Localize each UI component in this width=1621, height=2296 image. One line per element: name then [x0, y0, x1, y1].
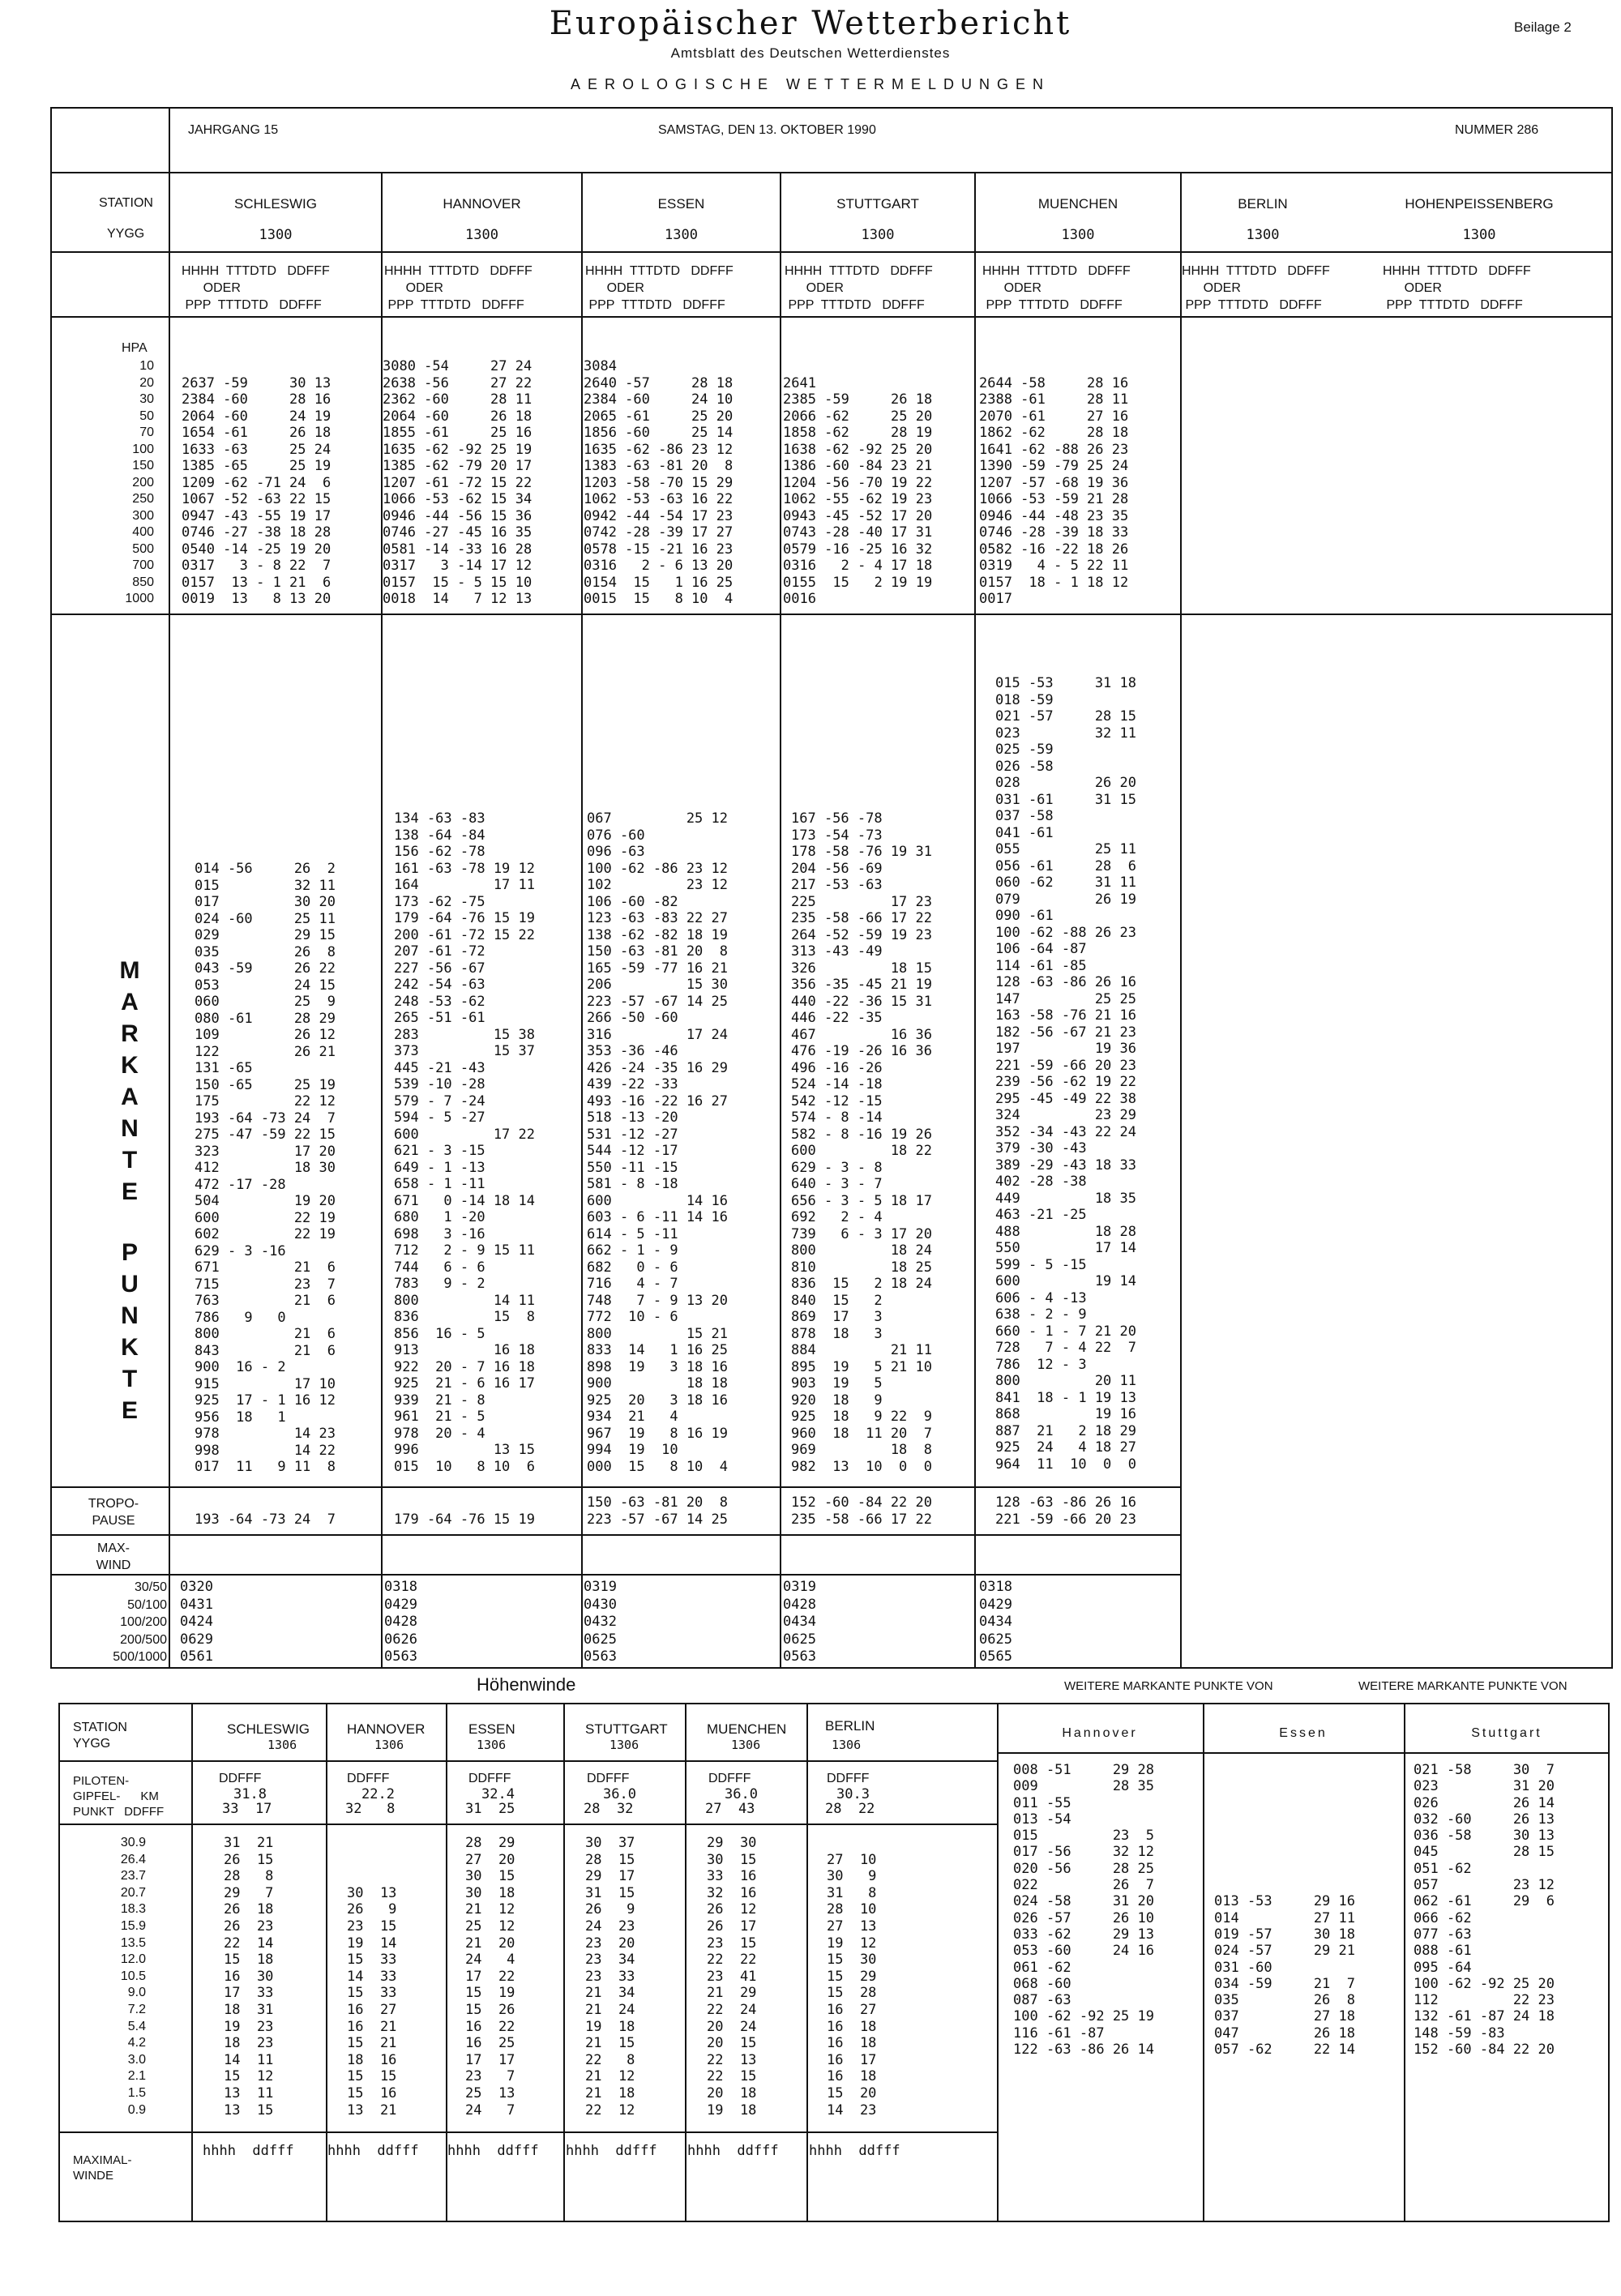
hw-station-name: ESSEN	[468, 1721, 515, 1737]
hpa-data-muenchen: 2644 -58 28 16 2388 -61 28 11 2070 -61 27 16 1862 -62 28 18 1641 -62 -88 26 23 1390 -59 -79 25 24 1207 -57 -68 19 36 1066 -53 -59 21 28 0946 -44 -48 23 35 0746 -28 -39 18 33 0582 -16 -22 18 26 0319 4 - 5 22 11 0157 18 - 1 18 12 0017	[979, 374, 1129, 607]
hw-station-label: STATION YYGG	[73, 1721, 127, 1751]
hw-winds: 27 10 30 9 31 8 28 10 27 13 19 12 15 30 15 29 15 28 16 27 16 18 16 18 16 17 16 18 15 20 14 23	[827, 1851, 877, 2119]
hw-winds: 30 13 26 9 23 15 19 14 15 33 14 33 15 33 16 27 16 21 15 21 18 16 15 15 15 16 13 21	[347, 1884, 397, 2119]
station-time-schleswig: 1300	[259, 227, 293, 243]
hw-maxwinde-head: hhhh ddfff	[566, 2143, 657, 2159]
hw-station-time: 1306	[609, 1738, 639, 1752]
markante-schleswig: 014 -56 26 2 015 32 11 017 30 20 024 -60 25 11 029 29 15 035 26 8 043 -59 26 22 053 24 15 060 25 9 080 -61 28 29 109 26 12 122 26 21 131 -65 150 -65 25 19 175 22 12 193 -64 -73 24 7 275 -47 -59 22 15 323 17 20 412 18 30 472 -17 -28 504 19 20 600 22 19 602 22 19 629 - 3 -16 671 21 6 715 23 7 763 21 6 786 9 0 800 21 6 843 21 6 900 16 - 2 915 17 10 925 17 - 1 16 12 956 18 1 978 14 23 998 14 22 017 11 9 11 8	[195, 861, 336, 1475]
station-time-hannover: 1300	[465, 227, 498, 243]
col-head: HHHH TTTDTD DDFFF ODER PPP TTTDTD DDFFF	[585, 264, 734, 312]
hw-head: DDFFF	[708, 1772, 751, 1785]
hw-station-time: 1306	[731, 1738, 761, 1752]
col-head: HHHH TTTDTD DDFFF ODER PPP TTTDTD DDFFF	[182, 264, 330, 312]
hw-maxwinde-head: hhhh ddfff	[809, 2143, 900, 2159]
hw-km: 30.3	[836, 1786, 870, 1802]
col-head: HHHH TTTDTD DDFFF ODER PPP TTTDTD DDFFF	[1383, 264, 1531, 312]
station-name-stuttgart: STUTTGART	[836, 196, 919, 212]
section-title: AEROLOGISCHE WETTERMELDUNGEN	[570, 76, 1051, 92]
station-time-berlin: 1300	[1246, 227, 1280, 243]
page-subtitle: Amtsblatt des Deutschen Wetterdienstes	[670, 45, 951, 61]
markante-hannover: 134 -63 -83 138 -64 -84 156 -62 -78 161 -63 -78 19 12 164 17 11 173 -62 -75 179 -64 -76 15 19 200 -61 -72 15 22 207 -61 -72 227 -56 -67 242 -54 -63 248 -53 -62 265 -51 -61 283 15 38 373 15 37 445 -21 -43 539 -10 -28 579 - 7 -24 594 - 5 -27 600 17 22 621 - 3 -15 649 - 1 -13 658 - 1 -11 671 0 -14 18 14 680 1 -20 698 3 -16 712 2 - 9 15 11 744 6 - 6 783 9 - 2 800 14 11 836 15 8 856 16 - 5 913 16 18 922 20 - 7 16 18 925 21 - 6 16 17 939 21 - 8 961 21 - 5 978 20 - 4 996 13 15 015 10 8 10 6	[394, 810, 535, 1475]
hw-pilot: 32 8	[345, 1801, 396, 1817]
station-time-muenchen: 1300	[1061, 227, 1095, 243]
hw-station-name: STUTTGART	[585, 1721, 668, 1737]
station-time-stuttgart: 1300	[861, 227, 895, 243]
hw-station-time: 1306	[374, 1738, 404, 1752]
maxwinde-label: MAXIMAL- WINDE	[73, 2153, 132, 2183]
maxwind-label: MAX- WIND	[96, 1541, 131, 1572]
hw-pilot: 33 17	[222, 1801, 272, 1817]
layer-schleswig: 0320 0431 0424 0629 0561	[180, 1579, 213, 1665]
station-name-essen: ESSEN	[657, 196, 705, 212]
weitere-name-essen: Essen	[1279, 1726, 1328, 1740]
hw-winds: 29 30 30 15 33 16 32 16 26 12 26 17 23 15 22 22 23 41 21 29 22 24 20 24 20 15 22 13 22 15 20 18 19 18	[707, 1835, 757, 2119]
layer-essen: 0319 0430 0432 0625 0563	[584, 1579, 617, 1665]
hw-maxwinde-head: hhhh ddfff	[203, 2143, 294, 2159]
weitere-name-hannover: Hannover	[1062, 1726, 1138, 1740]
layer-hannover: 0318 0429 0428 0626 0563	[384, 1579, 417, 1665]
markante-muenchen: 015 -53 31 18 018 -59 021 -57 28 15 023 32 11 025 -59 026 -58 028 26 20 031 -61 31 15 037 -58 041 -61 055 25 11 056 -61 28 6 060 -62 31 11 079 26 19 090 -61 100 -62 -88 26 23 106 -64 -87 114 -61 -85 128 -63 -86 26 16 147 25 25 163 -58 -76 21 16 182 -56 -67 21 23 197 19 36 221 -59 -66 20 23 239 -56 -62 19 22 295 -45 -49 22 38 324 23 29 352 -34 -43 22 24 379 -30 -43 389 -29 -43 18 33 402 -28 -38 449 18 35 463 -21 -25 488 18 28 550 17 14 599 - 5 -15 600 19 14 606 - 4 -13 638 - 2 - 9 660 - 1 - 7 21 20 728 7 - 4 22 7 786 12 - 3 800 20 11 841 18 - 1 19 13 868 19 16 887 21 2 18 29 925 24 4 18 27 964 11 10 0 0	[995, 675, 1136, 1473]
weitere-name-stuttgart: Stuttgart	[1471, 1726, 1542, 1740]
station-name-muenchen: MUENCHEN	[1037, 196, 1118, 212]
hw-km: 36.0	[603, 1786, 636, 1802]
weitere-data-stuttgart: 021 -58 30 7 023 31 20 026 26 14 032 -60 26 13 036 -58 30 13 045 28 15 051 -62 057 23 12 062 -61 29 6 066 -62 077 -63 088 -61 095 -64 100 -62 -92 25 20 112 22 23 132 -61 -87 24 18 148 -59 -83 152 -60 -84 22 20	[1414, 1762, 1555, 2059]
weitere-head-1: WEITERE MARKANTE PUNKTE VON	[1064, 1679, 1273, 1693]
hw-head: DDFFF	[827, 1772, 870, 1785]
issue-number: NUMMER 286	[1455, 123, 1539, 137]
hw-km: 22.2	[361, 1786, 395, 1802]
hw-station-time: 1306	[477, 1738, 507, 1752]
hw-maxwinde-head: hhhh ddfff	[687, 2143, 779, 2159]
hpa-label: HPA	[122, 341, 148, 355]
station-name-hohenpeissenberg: HOHENPEISSENBERG	[1405, 196, 1554, 212]
hw-maxwinde-head: hhhh ddfff	[447, 2143, 539, 2159]
hw-heights: 30.9 26.4 23.7 20.7 18.3 15.9 13.5 12.0 10.5 9.0 7.2 5.4 4.2 3.0 2.1 1.5 0.9	[120, 1836, 146, 2117]
hw-head: DDFFF	[219, 1772, 262, 1785]
hpa-data-essen: 3084 2640 -57 28 18 2384 -60 24 10 2065 -61 25 20 1856 -60 25 14 1635 -62 -86 23 12 1383 -63 -81 20 8 1203 -58 -70 15 29 1062 -53 -63 16 22 0942 -44 -54 17 23 0742 -28 -39 17 27 0578 -15 -21 16 23 0316 2 - 6 13 20 0154 15 1 16 25 0015 15 8 10 4	[584, 358, 734, 607]
tropo-hannover: 179 -64 -76 15 19	[394, 1511, 535, 1528]
tropo-schleswig: 193 -64 -73 24 7	[195, 1511, 336, 1528]
hw-pilot: 27 43	[705, 1801, 755, 1817]
hpa-data-stuttgart: 2641 2385 -59 26 18 2066 -62 25 20 1858 -62 28 19 1638 -62 -92 25 20 1386 -60 -84 23 21 1204 -56 -70 19 22 1062 -55 -62 19 23 0943 -45 -52 17 20 0743 -28 -40 17 31 0579 -16 -25 16 32 0316 2 - 4 17 18 0155 15 2 19 19 0016	[783, 374, 933, 607]
page-title: Europäischer Wetterbericht	[549, 5, 1072, 42]
station-time-hohenpeissenberg: 1300	[1462, 227, 1496, 243]
markante-stuttgart: 167 -56 -78 173 -54 -73 178 -58 -76 19 31 204 -56 -69 217 -53 -63 225 17 23 235 -58 -66 17 22 264 -52 -59 19 23 313 -43 -49 326 18 15 356 -35 -45 21 19 440 -22 -36 15 31 446 -22 -35 467 16 36 476 -19 -26 16 36 496 -16 -26 524 -14 -18 542 -12 -15 574 - 8 -14 582 - 8 -16 19 26 600 18 22 629 - 3 - 8 640 - 3 - 7 656 - 3 - 5 18 17 692 2 - 4 739 6 - 3 17 20 800 18 24 810 18 25 836 15 2 18 24 840 15 2 869 17 3 878 18 3 884 21 11 895 19 5 21 10 903 19 5 920 18 9 925 18 9 22 9 960 18 11 20 7 969 18 8 982 13 10 0 0	[791, 810, 932, 1475]
markante-punkte-label: M A R K A N T E P U N K T E	[119, 957, 140, 1424]
hw-station-name: MUENCHEN	[707, 1721, 787, 1737]
hpa-data-schleswig: 2637 -59 30 13 2384 -60 28 16 2064 -60 24 19 1654 -61 26 18 1633 -63 25 24 1385 -65 25 19 1209 -62 -71 24 6 1067 -52 -63 22 15 0947 -43 -55 19 17 0746 -27 -38 18 28 0540 -14 -25 19 20 0317 3 - 8 22 7 0157 13 - 1 21 6 0019 13 8 13 20	[182, 374, 331, 607]
hw-station-name: SCHLESWIG	[227, 1721, 310, 1737]
weitere-data-hannover: 008 -51 29 28 009 28 35 011 -55 013 -54 015 23 5 017 -56 32 12 020 -56 28 25 022 26 7 024 -58 31 20 026 -57 26 10 033 -62 29 13 053 -60 24 16 061 -62 068 -60 087 -63 100 -62 -92 25 19 116 -61 -87 122 -63 -86 26 14	[1013, 1762, 1154, 2059]
col-head: HHHH TTTDTD DDFFF ODER PPP TTTDTD DDFFF	[982, 264, 1131, 312]
hw-head: DDFFF	[347, 1772, 390, 1785]
hw-station-time: 1306	[832, 1738, 862, 1752]
col-head: HHHH TTTDTD DDFFF ODER PPP TTTDTD DDFFF	[384, 264, 532, 312]
hw-station-name: BERLIN	[825, 1718, 875, 1734]
station-name-schleswig: SCHLESWIG	[233, 196, 318, 212]
hw-winds: 31 21 26 15 28 8 29 7 26 18 26 23 22 14 15 18 16 30 17 33 18 31 19 23 18 23 14 11 15 12 13 11 13 15	[224, 1835, 274, 2119]
hw-station-name: HANNOVER	[347, 1721, 426, 1737]
weitere-data-essen: 013 -53 29 16 014 27 11 019 -57 30 18 024 -57 29 21 031 -60 034 -59 21 7 035 26 8 037 27 18 047 26 18 057 -62 22 14	[1214, 1893, 1355, 2059]
hw-winds: 30 37 28 15 29 17 31 15 26 9 24 23 23 20 23 34 23 33 21 34 21 24 19 18 21 15 22 8 21 12 21 18 22 12	[585, 1835, 635, 2119]
hw-pilot: 28 32	[584, 1801, 634, 1817]
hpa-data-hannover: 3080 -54 27 24 2638 -56 27 22 2362 -60 28 11 2064 -60 26 18 1855 -61 25 16 1635 -62 -92 25 19 1385 -62 -79 20 17 1207 -61 -72 15 22 1066 -53 -62 15 34 0946 -44 -56 15 36 0746 -27 -45 16 35 0581 -14 -33 16 28 0317 3 -14 17 12 0157 15 - 5 15 10 0018 14 7 12 13	[383, 358, 532, 607]
tropo-essen: 150 -63 -81 20 8 223 -57 -67 14 25	[587, 1494, 728, 1528]
station-time-essen: 1300	[665, 227, 698, 243]
hpa-levels: 10 20 30 50 70 100 150 200 250 300 400 500 700 850 1000	[125, 359, 154, 605]
beilage-label: Beilage 2	[1514, 19, 1572, 35]
hw-maxwinde-head: hhhh ddfff	[327, 2143, 419, 2159]
hw-station-time: 1306	[267, 1738, 297, 1752]
hw-head: DDFFF	[468, 1772, 511, 1785]
weitere-head-2: WEITERE MARKANTE PUNKTE VON	[1358, 1679, 1568, 1693]
hoehenwinde-title: Höhenwinde	[477, 1674, 576, 1695]
layer-muenchen: 0318 0429 0434 0625 0565	[979, 1579, 1012, 1665]
tropopause-label: TROPO- PAUSE	[88, 1497, 139, 1528]
piloten-label: PILOTEN- GIPFEL- KM PUNKT DDFFF	[73, 1774, 165, 1819]
hw-km: 32.4	[481, 1786, 515, 1802]
station-label: STATION	[99, 196, 153, 210]
hw-pilot: 31 25	[465, 1801, 515, 1817]
hw-head: DDFFF	[587, 1772, 630, 1785]
hw-pilot: 28 22	[825, 1801, 875, 1817]
station-name-hannover: HANNOVER	[443, 196, 521, 212]
hw-winds: 28 29 27 20 30 15 30 18 21 12 25 12 21 20 24 4 17 22 15 19 15 26 16 22 16 25 17 17 23 7 25 13 24 7	[465, 1835, 515, 2119]
tropo-stuttgart: 152 -60 -84 22 20 235 -58 -66 17 22	[791, 1494, 932, 1528]
markante-essen: 067 25 12 076 -60 096 -63 100 -62 -86 23 12 102 23 12 106 -60 -82 123 -63 -83 22 27 138 -62 -82 18 19 150 -63 -81 20 8 165 -59 -77 16 21 206 15 30 223 -57 -67 14 25 266 -50 -60 316 17 24 353 -36 -46 426 -24 -35 16 29 439 -22 -33 493 -16 -22 16 27 518 -13 -20 531 -12 -27 544 -12 -17 550 -11 -15 581 - 8 -18 600 14 16 603 - 6 -11 14 16 614 - 5 -11 662 - 1 - 9 682 0 - 6 716 4 - 7 748 7 - 9 13 20 772 10 - 6 800 15 21 833 14 1 16 25 898 19 3 18 16 900 18 18 925 20 3 18 16 934 21 4 967 19 8 16 19 994 19 10 000 15 8 10 4	[587, 810, 728, 1475]
layer-labels: 30/50 50/100 100/200 200/500 500/1000	[113, 1580, 167, 1664]
station-name-berlin: BERLIN	[1238, 196, 1288, 212]
issue-date: SAMSTAG, DEN 13. OKTOBER 1990	[658, 123, 876, 137]
col-head: HHHH TTTDTD DDFFF ODER PPP TTTDTD DDFFF	[1182, 264, 1330, 312]
yygg-label: YYGG	[107, 227, 145, 241]
layer-stuttgart: 0319 0428 0434 0625 0563	[783, 1579, 816, 1665]
jahrgang: JAHRGANG 15	[188, 123, 279, 137]
hw-km: 31.8	[233, 1786, 267, 1802]
hw-km: 36.0	[725, 1786, 758, 1802]
tropo-muenchen: 128 -63 -86 26 16 221 -59 -66 20 23	[995, 1494, 1136, 1528]
col-head: HHHH TTTDTD DDFFF ODER PPP TTTDTD DDFFF	[785, 264, 933, 312]
